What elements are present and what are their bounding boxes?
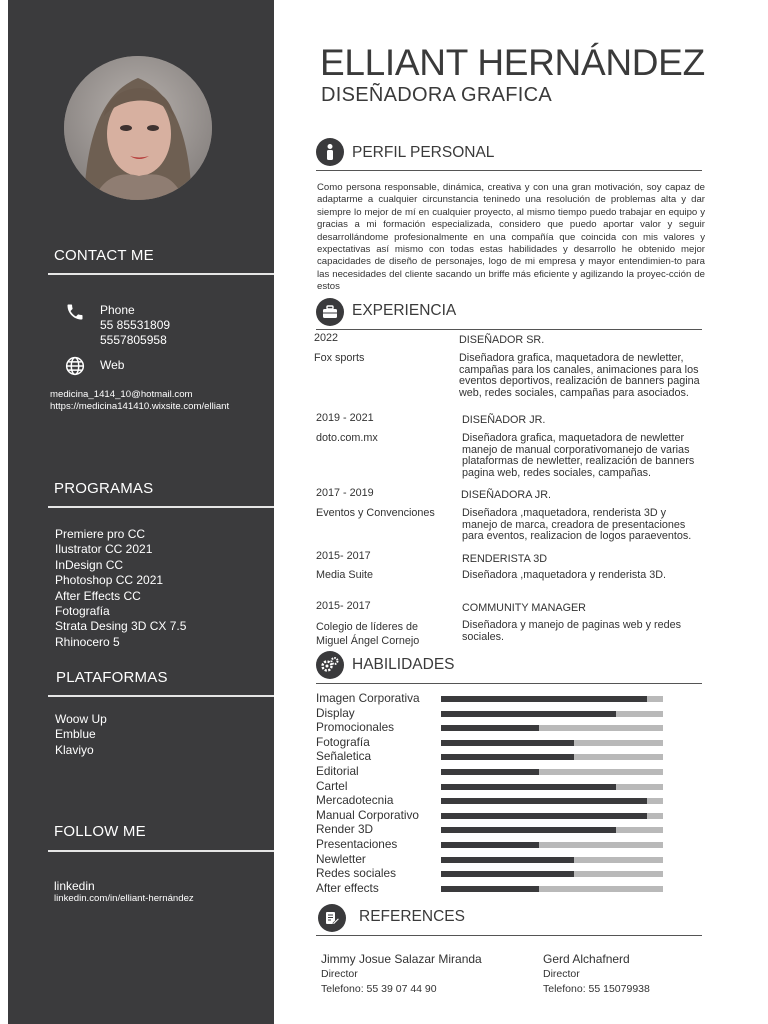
email-link[interactable]: medicina_1414_10@hotmail.com — [50, 389, 193, 400]
reference-name: Jimmy Josue Salazar Miranda — [321, 952, 482, 966]
skill-bar-fill — [441, 842, 539, 848]
linkedin-label: linkedin — [54, 879, 95, 893]
website-link[interactable]: https://medicina141410.wixsite.com/elliant — [50, 401, 230, 412]
skill-bar-fill — [441, 798, 647, 804]
skill-label: Fotografía — [316, 734, 370, 749]
skill-bar-fill — [441, 827, 616, 833]
skill-label: Cartel — [316, 778, 348, 793]
reference-name: Gerd Alchafnerd — [543, 952, 630, 966]
exp-company: doto.com.mx — [316, 432, 378, 444]
follow-title: FOLLOW ME — [54, 823, 146, 840]
list-item: Fotografía — [55, 604, 110, 619]
skill-bar — [441, 696, 663, 702]
programas-title: PROGRAMAS — [54, 480, 154, 497]
skill-bar — [441, 857, 663, 863]
phone-number-2: 5557805958 — [100, 333, 167, 347]
skill-bar-fill — [441, 696, 647, 702]
perfil-title: PERFIL PERSONAL — [352, 144, 495, 161]
skill-label: Presentaciones — [316, 837, 398, 851]
list-item: Woow Up — [55, 712, 107, 726]
skill-bar — [441, 769, 663, 775]
skill-label: Render 3D — [316, 822, 374, 837]
habilidades-divider — [316, 683, 702, 684]
skill-bar — [441, 842, 663, 848]
skill-label: Display — [316, 705, 355, 720]
exp-date: 2019 - 2021 — [316, 412, 374, 424]
skill-bar — [441, 740, 663, 746]
list-item: Premiere pro CC — [55, 527, 146, 541]
follow-divider — [48, 850, 274, 852]
exp-date: 2017 - 2019 — [316, 487, 374, 499]
perfil-divider — [316, 170, 702, 171]
exp-position: DISEÑADOR JR. — [462, 414, 546, 426]
skill-label: Promocionales — [316, 720, 395, 735]
list-item: Klaviyo — [55, 742, 94, 757]
reference-phone: Telefono: 55 39 07 44 90 — [321, 983, 437, 995]
references-divider — [316, 935, 702, 936]
person-icon — [316, 138, 344, 166]
exp-description: Diseñadora y manejo de paginas web y redes sociales. — [462, 619, 682, 643]
plataformas-list — [55, 712, 107, 758]
skill-bar — [441, 725, 663, 731]
skill-label: Mercadotecnia — [316, 793, 394, 808]
linkedin-link[interactable]: linkedin.com/in/elliant-hernández — [54, 893, 194, 904]
skill-bar-fill — [441, 754, 574, 760]
briefcase-icon — [316, 298, 344, 326]
skill-label: Editorial — [316, 764, 359, 778]
exp-description: Diseñadora ,maquetadora y renderista 3D. — [462, 569, 667, 581]
skill-bar — [441, 871, 663, 877]
exp-description: Diseñadora grafica, maquetadora de newletter, campañas para los canales, animaciones para los eventos deportivos, realización de banners pagina web, redes sociales, campañas para asociados. — [459, 352, 700, 399]
phone-number-1: 55 85531809 — [100, 318, 171, 332]
exp-position: RENDERISTA 3D — [462, 553, 547, 565]
sidebar — [8, 0, 274, 1024]
experiencia-divider — [316, 329, 702, 330]
globe-icon — [65, 356, 85, 381]
person-name: ELLIANT HERNÁNDEZ — [320, 42, 705, 83]
contact-divider — [48, 273, 274, 275]
skill-bar-fill — [441, 711, 616, 717]
edit-document-icon — [318, 904, 346, 932]
reference-phone: Telefono: 55 15079938 — [543, 983, 650, 995]
programas-list — [55, 527, 186, 650]
exp-company: Eventos y Convenciones — [316, 507, 435, 519]
list-item: After Effects CC — [55, 588, 141, 603]
skill-bar-fill — [441, 725, 539, 731]
profile-photo — [64, 56, 212, 200]
skill-bar-fill — [441, 886, 539, 892]
exp-date: 2015- 2017 — [316, 600, 371, 612]
habilidades-title: HABILIDADES — [352, 656, 455, 673]
skill-label: Redes sociales — [316, 866, 396, 881]
skill-bar — [441, 754, 663, 760]
exp-company: Colegio de líderes de Miguel Ángel Cornejo — [316, 621, 420, 647]
person-role: DISEÑADORA GRAFICA — [321, 84, 552, 106]
list-item: Emblue — [55, 727, 96, 742]
phone-label: Phone — [100, 303, 135, 317]
perfil-text: Como persona responsable, dinámica, creativa y con una gran motivación, soy capaz de adaptarme a cualquier circunstancia teninedo una resolución de problemas alta y dar siempre lo mejor de mí en cualquier proyecto, al mismo tiempo puedo trabajar en equipo y gracias a mi formación especializada, considero que puedo aportar valor y seguir desarrollándome profesionalmente en una compañía que coincida con mis valores y expectativas así mismo con todas estas habilidades y desarrollo he obtenido mejor capacidades de diseño de personajes, logo de mi empresa y mayor entendimien-to para las necesidades del cliente sacando un briffe más eficiente y agilizando la proyec-cción de estos — [317, 182, 705, 293]
contact-title: CONTACT ME — [54, 247, 154, 264]
exp-description: Diseñadora grafica, maquetadora de newletter manejo de manual corporativomanejo de varias plataformas de newletter, realización de banners pagina web, redes sociales, campañas. — [462, 432, 695, 479]
skill-bar — [441, 784, 663, 790]
exp-position: COMMUNITY MANAGER — [462, 602, 586, 614]
plataformas-title: PLATAFORMAS — [56, 669, 168, 686]
exp-company: Media Suite — [316, 569, 374, 581]
exp-position: DISEÑADOR SR. — [459, 334, 545, 346]
skill-bar — [441, 813, 663, 819]
skill-bar-fill — [441, 857, 574, 863]
list-item: Strata Desing 3D CX 7.5 — [55, 619, 187, 634]
reference-title: Director — [543, 968, 580, 980]
skill-label: Señaletica — [316, 749, 372, 764]
skill-bar-fill — [441, 871, 574, 877]
plataformas-divider — [48, 695, 274, 697]
skill-label: Newletter — [316, 851, 366, 866]
exp-description: Diseñadora ,maquetadora, renderista 3D y manejo de marca, creadora de presentaciones para eventos, realizacion de logos paraeventos. — [462, 507, 692, 542]
skill-label: Imagen Corporativa — [316, 691, 420, 705]
skill-label: After effects — [316, 880, 379, 895]
reference-title: Director — [321, 968, 358, 980]
skill-label: Manual Corporativo — [316, 807, 419, 822]
gears-icon — [316, 651, 344, 679]
exp-date: 2015- 2017 — [316, 550, 371, 562]
programas-divider — [48, 506, 274, 508]
skill-bar — [441, 798, 663, 804]
web-label: Web — [100, 358, 125, 372]
skill-bar-fill — [441, 813, 647, 819]
exp-position: DISEÑADORA JR. — [461, 489, 551, 501]
skill-bar — [441, 711, 663, 717]
exp-company: Fox sports — [314, 352, 365, 364]
references-title: REFERENCES — [359, 908, 465, 925]
phone-icon — [65, 302, 85, 327]
skill-bar-fill — [441, 784, 616, 790]
list-item: Ilustrator CC 2021 — [55, 542, 153, 557]
skill-bar — [441, 886, 663, 892]
skill-bar — [441, 827, 663, 833]
experiencia-title: EXPERIENCIA — [352, 302, 457, 319]
list-item: InDesign CC — [55, 557, 124, 572]
skill-bar-fill — [441, 769, 539, 775]
exp-date: 2022 — [314, 332, 339, 344]
skill-bar-fill — [441, 740, 574, 746]
list-item: Photoshop CC 2021 — [55, 573, 164, 588]
list-item: Rhinocero 5 — [55, 634, 120, 649]
